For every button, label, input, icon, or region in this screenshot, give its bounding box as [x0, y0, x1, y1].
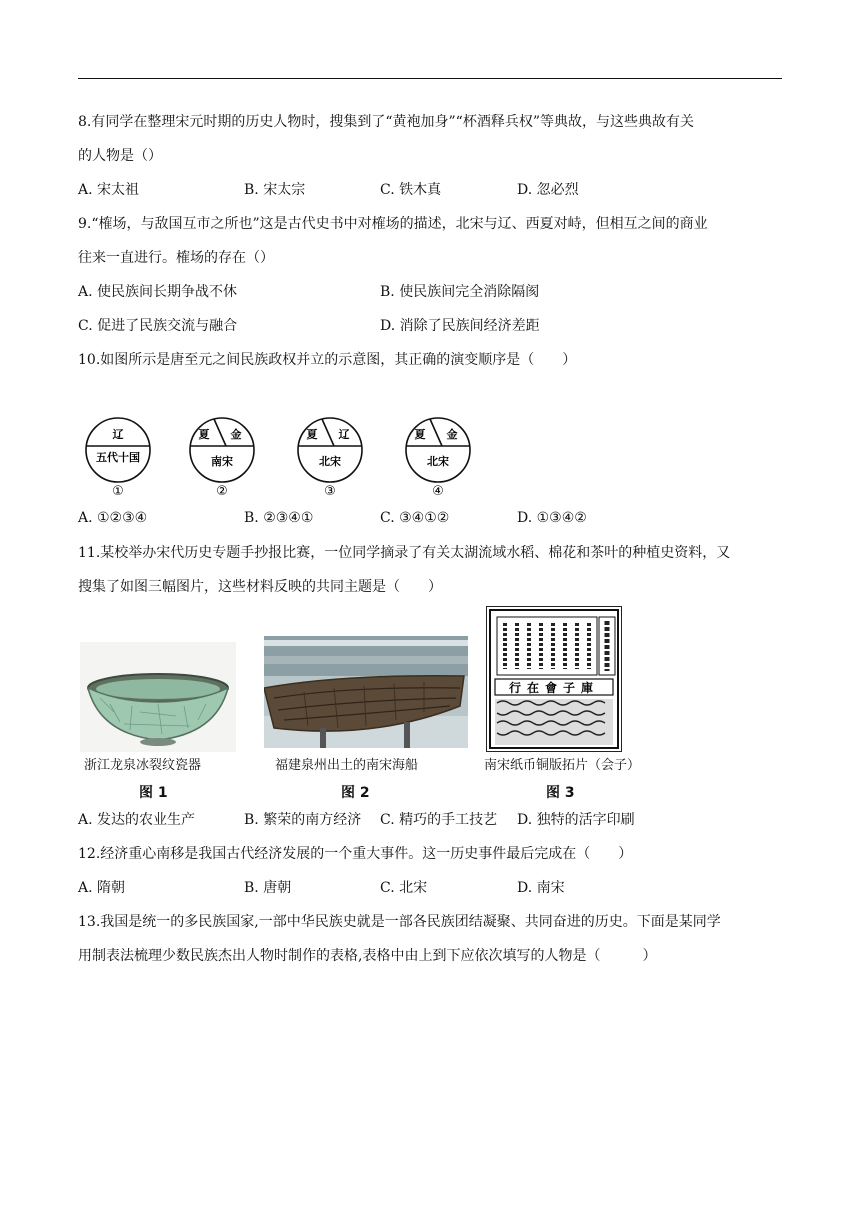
q9-stem-line1: 9.“榷场，与敌国互市之所也”这是古代史书中对榷场的描述，北宋与辽、西夏对峙，但相互之间的商业 — [78, 216, 708, 232]
q12-option-d: D. 南宋 — [517, 880, 565, 896]
q13-stem-line2: 用制表法梳理少数民族杰出人物时制作的表格,表格中由上到下应依次填写的人物是（ ） — [78, 948, 657, 964]
figure3-label: 图 3 — [546, 785, 575, 801]
huizi-banknote-image — [486, 606, 622, 752]
diagram1-top-label: 辽 — [112, 428, 124, 441]
diagram2-top-left-label: 夏 — [198, 428, 210, 441]
q10-stem: 10.如图所示是唐至元之间民族政权并立的示意图，其正确的演变顺序是（ ） — [78, 352, 577, 368]
regime-diagram-4 — [402, 416, 474, 496]
q8-option-c: C. 铁木真 — [380, 182, 442, 198]
banknote-text: 行在會子庫 — [508, 681, 600, 695]
q11-option-b: B. 繁荣的南方经济 — [244, 812, 362, 828]
q11-option-d: D. 独特的活字印刷 — [517, 812, 635, 828]
q8-option-d: D. 忽必烈 — [517, 182, 579, 198]
q9-option-b: B. 使民族间完全消除隔阂 — [380, 284, 540, 300]
q9-stem-line2: 往来一直进行。榷场的存在（） — [78, 250, 274, 266]
figure2-label: 图 2 — [341, 785, 370, 801]
q8-option-a: A. 宋太祖 — [78, 182, 140, 198]
q8-option-b: B. 宋太宗 — [244, 182, 306, 198]
q10-option-c: C. ③④①② — [380, 510, 450, 526]
q11-option-a: A. 发达的农业生产 — [78, 812, 196, 828]
q11-option-c: C. 精巧的手工技艺 — [380, 812, 498, 828]
regime-diagram-2 — [186, 416, 258, 496]
diagram2-bottom-label: 南宋 — [211, 455, 233, 468]
header-rule — [78, 78, 782, 79]
diagram3-top-right-label: 辽 — [338, 428, 350, 441]
song-ship-image — [264, 636, 468, 748]
q8-stem-line2: 的人物是（） — [78, 148, 162, 164]
diagram3-bottom-label: 北宋 — [319, 455, 341, 468]
q10-option-a: A. ①②③④ — [78, 510, 148, 526]
q9-option-d: D. 消除了民族间经济差距 — [380, 318, 540, 334]
diagram1-number: ① — [112, 484, 124, 496]
regime-diagram-3 — [294, 416, 366, 496]
q10-option-b: B. ②③④① — [244, 510, 314, 526]
q12-option-b: B. 唐朝 — [244, 880, 292, 896]
diagram2-number: ② — [216, 484, 228, 496]
diagram4-number: ④ — [432, 484, 444, 496]
diagram2-top-right-label: 金 — [230, 428, 242, 441]
figure3-caption: 南宋纸币铜版拓片（会子） — [484, 758, 641, 773]
q8-stem-line1: 8.有同学在整理宋元时期的历史人物时，搜集到了“黄袍加身”“杯酒释兵权”等典故，与这些典故有关 — [78, 114, 694, 130]
q12-option-a: A. 隋朝 — [78, 880, 126, 896]
celadon-bowl-image — [80, 642, 236, 752]
q12-stem: 12.经济重心南移是我国古代经济发展的一个重大事件。这一历史事件最后完成在（ ） — [78, 846, 633, 862]
figure1-label: 图 1 — [139, 785, 168, 801]
q11-stem-line1: 11.某校举办宋代历史专题手抄报比赛，一位同学摘录了有关太湖流域水稻、棉花和茶叶的种植史资料，又 — [78, 545, 731, 561]
diagram4-top-left-label: 夏 — [414, 428, 426, 441]
diagram4-top-right-label: 金 — [446, 428, 458, 441]
figure2-caption: 福建泉州出土的南宋海船 — [275, 758, 419, 773]
q10-option-d: D. ①③④② — [517, 510, 587, 526]
q9-option-a: A. 使民族间长期争战不休 — [78, 284, 238, 300]
regime-diagram-1 — [82, 416, 154, 496]
diagram3-top-left-label: 夏 — [306, 428, 318, 441]
q13-stem-line1: 13.我国是统一的多民族国家,一部中华民族史就是一部各民族团结凝聚、共同奋进的历史。下面是某同学 — [78, 914, 721, 930]
q11-stem-line2: 搜集了如图三幅图片，这些材料反映的共同主题是（ ） — [78, 579, 442, 595]
diagram4-bottom-label: 北宋 — [427, 455, 449, 468]
diagram3-number: ③ — [324, 484, 336, 496]
q12-option-c: C. 北宋 — [380, 880, 428, 896]
q9-option-c: C. 促进了民族交流与融合 — [78, 318, 238, 334]
figure1-caption: 浙江龙泉冰裂纹瓷器 — [84, 758, 202, 773]
diagram1-bottom-label: 五代十国 — [96, 451, 140, 464]
